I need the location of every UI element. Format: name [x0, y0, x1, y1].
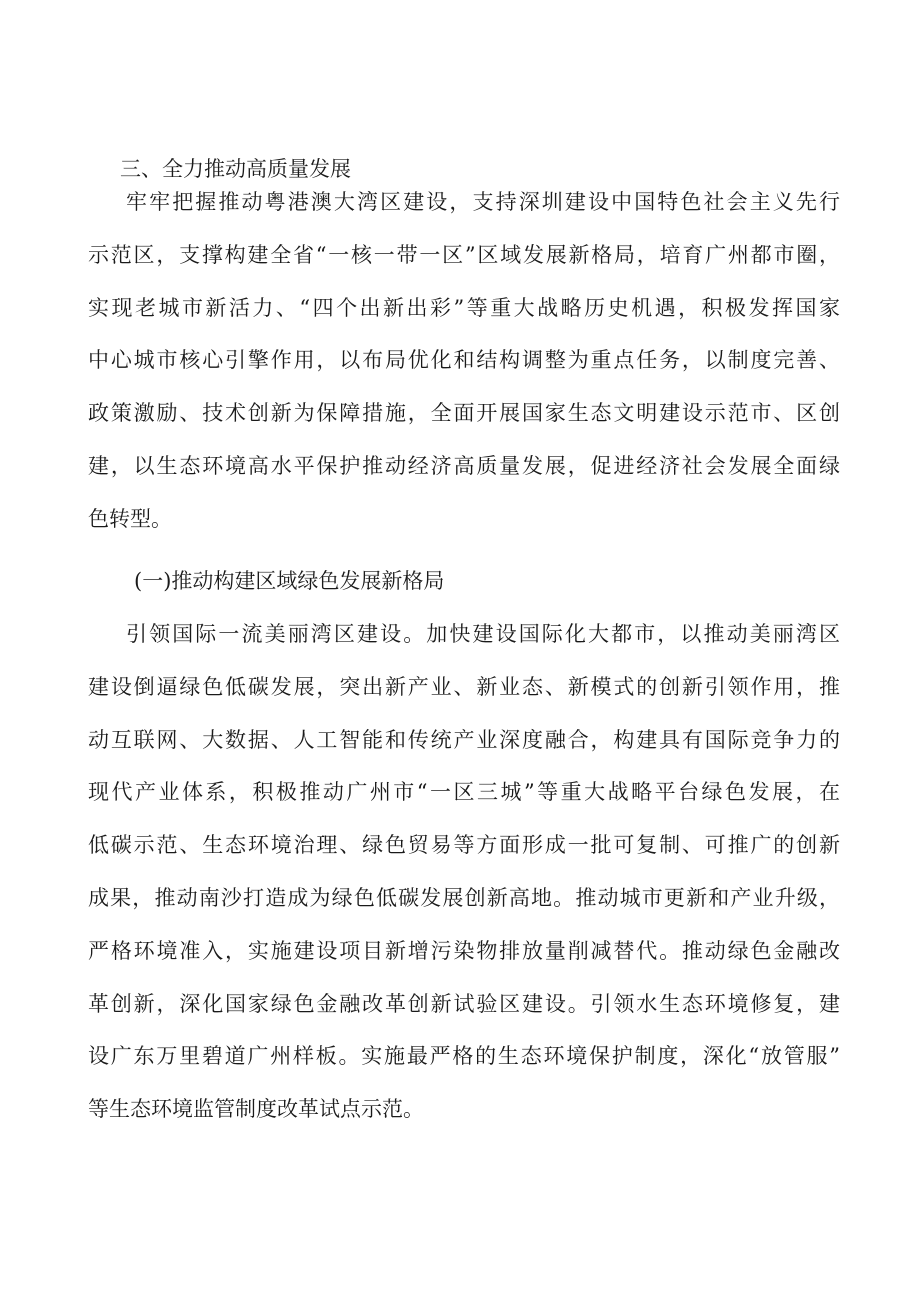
- paragraph-line: 等生态环境监管制度改革试点示范。: [88, 1097, 424, 1122]
- paragraph-line: 示范区，支撑构建全省“一核一带一区”区域发展新格局，培育广州都市圈，: [88, 242, 840, 267]
- paragraph-line: 现代产业体系，积极推动广州市“一区三城”等重大战略平台绿色发展，在: [88, 780, 840, 805]
- paragraph-line: 革创新，深化国家绿色金融改革创新试验区建设。引领水生态环境修复，建: [88, 991, 840, 1016]
- paragraph-line: 设广东万里碧道广州样板。实施最严格的生态环境保护制度，深化“放管服”: [88, 1044, 840, 1069]
- sub-heading: (一)推动构建区域绿色发展新格局: [134, 569, 445, 593]
- paragraph-line: 牢牢把握推动粤港澳大湾区建设，支持深圳建设中国特色社会主义先行: [126, 190, 840, 214]
- paragraph-line: 引领国际一流美丽湾区建设。加快建设国际化大都市，以推动美丽湾区: [126, 622, 840, 646]
- paragraph-line: 建设倒逼绿色低碳发展，突出新产业、新业态、新模式的创新引领作用，推: [88, 674, 840, 699]
- paragraph-line: 严格环境准入，实施建设项目新增污染物排放量削减替代。推动绿色金融改: [88, 938, 840, 963]
- paragraph-2: [88, 608, 840, 1136]
- paragraph-line: 中心城市核心引擎作用，以布局优化和结构调整为重点任务，以制度完善、: [88, 348, 840, 373]
- paragraph-line: 低碳示范、生态环境治理、绿色贸易等方面形成一批可复制、可推广的创新: [88, 833, 840, 858]
- paragraph-line: 建，以生态环境高水平保护推动经济高质量发展，促进经济社会发展全面绿: [88, 453, 840, 478]
- paragraph-line: 动互联网、大数据、人工智能和传统产业深度融合，构建具有国际竞争力的: [88, 727, 840, 752]
- paragraph-line: 色转型。: [88, 506, 172, 531]
- paragraph-line: 政策激励、技术创新为保障措施，全面开展国家生态文明建设示范市、区创: [88, 401, 840, 426]
- section-heading: 三、全力推动高质量发展: [120, 157, 351, 181]
- paragraph-1: [88, 176, 840, 546]
- paragraph-line: 实现老城市新活力、“四个出新出彩”等重大战略历史机遇，积极发挥国家: [88, 295, 840, 320]
- paragraph-line: 成果，推动南沙打造成为绿色低碳发展创新高地。推动城市更新和产业升级，: [88, 885, 840, 910]
